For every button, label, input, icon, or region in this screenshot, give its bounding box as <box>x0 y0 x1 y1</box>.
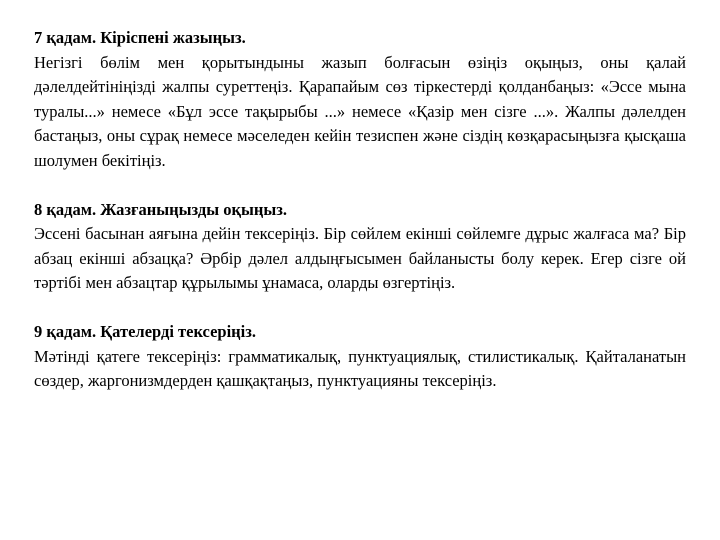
step-8-paragraph: Эссені басынан аяғына дейін тексеріңіз. Бір сөйлем екінші сөйлемге дұрыс жалғаса ма? Бір абзац екінші абзацқа? Әрбір дәлел алдыңғысымен байланысты болу керек. Егер сізге ой тәртібі мен абзацтар құрылымы ұнамаса, оларды өзгертіңіз. <box>34 224 686 292</box>
step-9-section <box>34 320 686 394</box>
step-7-section <box>34 26 686 173</box>
step-9-heading: 9 қадам. Қателерді тексеріңіз. <box>34 322 257 341</box>
step-7-heading: 7 қадам. Кіріспені жазыңыз. <box>34 28 246 47</box>
step-8-section <box>34 198 686 296</box>
step-8-heading: 8 қадам. Жазғаныңызды оқыңыз. <box>34 199 287 219</box>
step-9-paragraph: Мәтінді қатеге тексеріңіз: грамматикалық, пунктуациялық, стилистикалық. Қайталанатын сөздер, жаргонизмдерден қашқақтаңыз, пунктуацияны тексеріңіз. <box>34 346 686 390</box>
step-7-paragraph: Негізгі бөлім мен қорытындыны жазып болғасын өзіңіз оқыңыз, оны қалай дәлелдейтініңізді жалпы суреттеңіз. Қарапайым сөз тіркестерді қолданбаңыз: «Эссе мына туралы...» немесе «Бұл эссе тақырыбы ...» немесе «Қазір мен сізге ...». Жалпы дәлелден бастаңыз, оны сұрақ немесе мәселеден кейін тезиспен және сіздің көзқарасыңызға қысқаша шолумен бекітіңіз. <box>34 52 686 170</box>
